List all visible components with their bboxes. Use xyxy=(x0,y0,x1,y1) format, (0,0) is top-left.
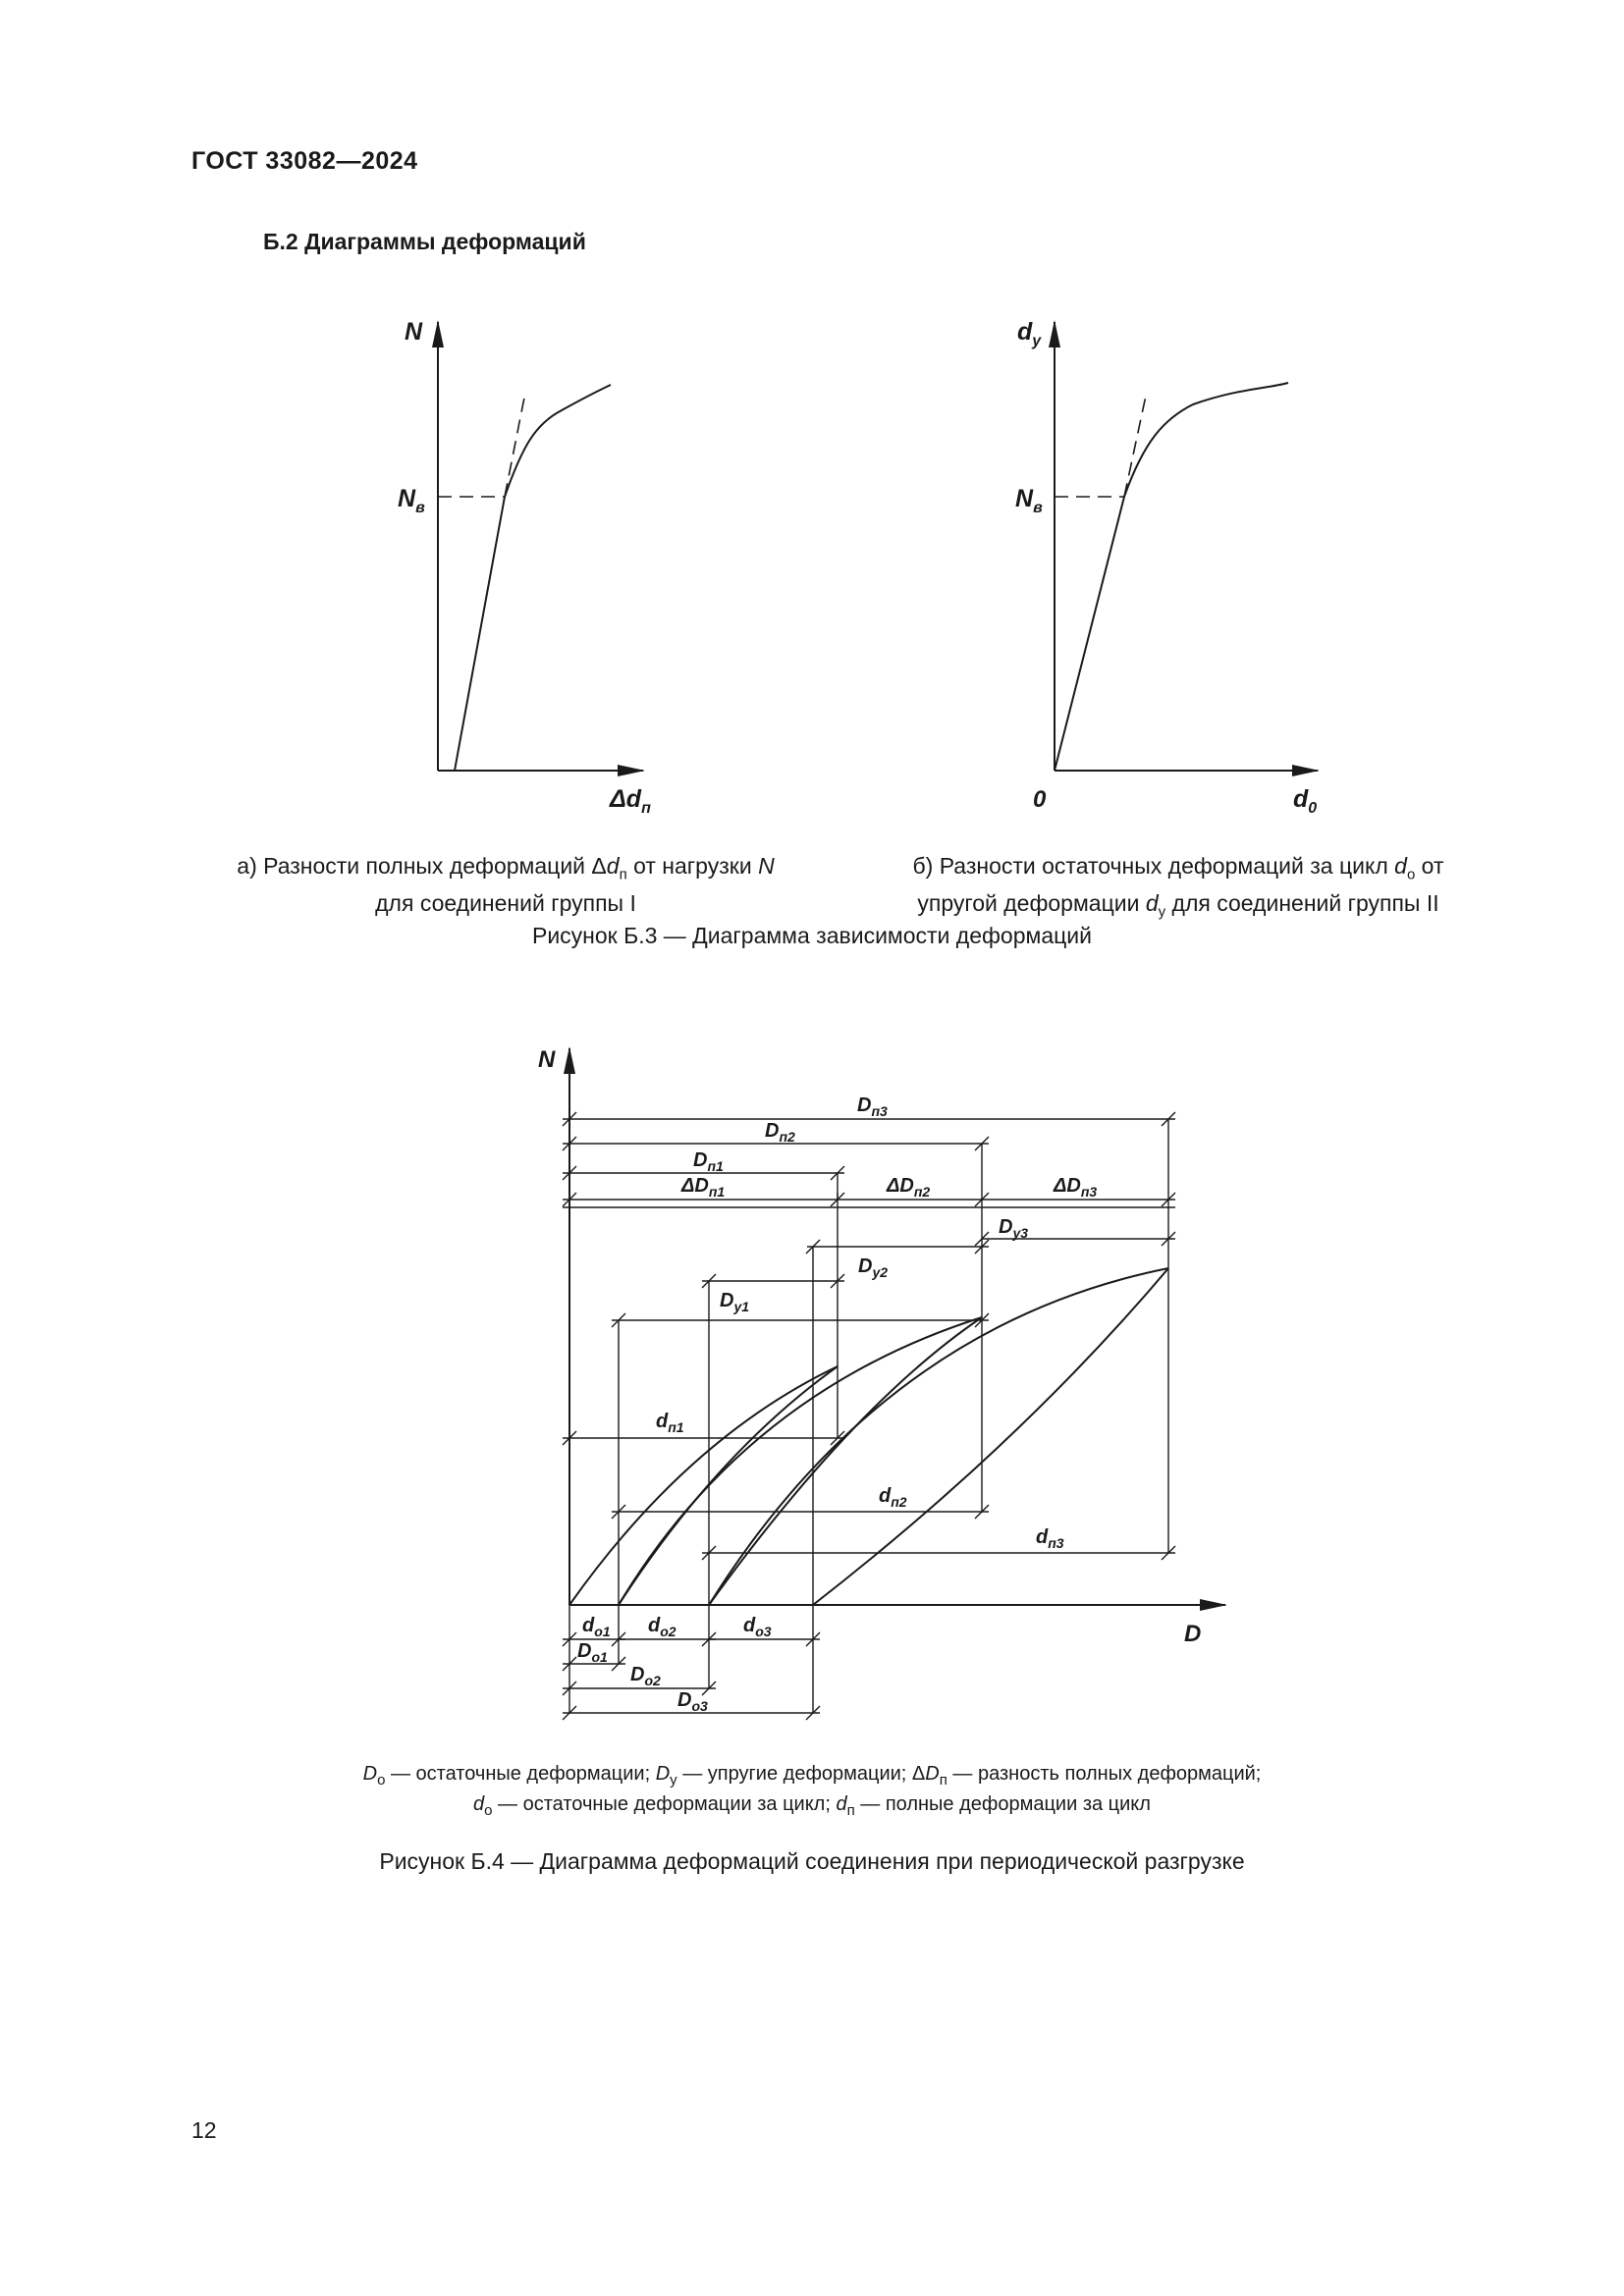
label-Do1: $D_{о1}$ xyxy=(577,1640,608,1665)
b3a-caption xyxy=(211,852,800,918)
label-Dy1: $D_{у1}$ xyxy=(720,1290,750,1314)
figure-b3a-diagram xyxy=(398,318,651,817)
figure-b3-title: Рисунок Б.3 — Диаграмма зависимости деформаций xyxy=(531,923,1092,948)
label-Dp1: $D_{п1}$ xyxy=(693,1149,724,1174)
section-title: Б.2 Диаграммы деформаций xyxy=(263,229,586,254)
label-Dp3: $D_{п3}$ xyxy=(857,1095,888,1119)
label-dDp2: $\Delta D_{п2}$ xyxy=(887,1175,931,1200)
b3b-y-label: $d_у$ xyxy=(1017,318,1042,349)
legend-line1: $D_о$ — остаточные деформации; $D_у$ — упругие деформации; $\Delta D_п$ — разность полных деформаций; xyxy=(362,1763,1262,1789)
label-do3: $d_{о3}$ xyxy=(743,1615,772,1639)
b3b-nv-label: $N_в$ xyxy=(1015,485,1043,516)
label-Do3: $D_{о3}$ xyxy=(677,1689,708,1714)
label-dp1: $d_{п1}$ xyxy=(656,1411,684,1435)
b3b-tangent-dashed xyxy=(1124,396,1146,497)
b3b-x-label: $d_0$ xyxy=(1293,785,1318,817)
document-code: ГОСТ 33082—2024 xyxy=(191,147,418,175)
b3a-nv-label: $N_в$ xyxy=(398,485,425,516)
b4-loop2-load xyxy=(619,1317,982,1605)
b3a-y-label: N xyxy=(405,318,423,346)
figure-b4-diagram xyxy=(538,1046,1225,1720)
b3a-caption-line1: а) Разности полных деформаций $\Delta d_п$ от нагрузки N xyxy=(237,853,775,883)
b3a-tangent-dashed xyxy=(505,398,524,497)
b3a-x-label: $\Delta d_п$ xyxy=(610,785,651,817)
b3b-curve xyxy=(1055,383,1288,771)
b4-x-label: D xyxy=(1184,1621,1202,1647)
label-dp2: $d_{п2}$ xyxy=(879,1485,907,1510)
page-number: 12 xyxy=(191,2117,217,2143)
label-dp3: $d_{п3}$ xyxy=(1036,1526,1064,1551)
figure-b3b-diagram xyxy=(1015,318,1318,817)
label-dDp1: $\Delta D_{п1}$ xyxy=(681,1175,726,1200)
b3b-caption-line1: б) Разности остаточных деформаций за цикл $d_о$ от xyxy=(912,853,1444,883)
label-Dy2: $D_{у2}$ xyxy=(858,1255,889,1280)
legend-line2: $d_о$ — остаточные деформации за цикл; $d_п$ — полные деформации за цикл xyxy=(473,1793,1151,1819)
b3a-caption-line2: для соединений группы I xyxy=(375,889,636,916)
label-Do2: $D_{о2}$ xyxy=(630,1664,661,1688)
label-dDp3: $\Delta D_{п3}$ xyxy=(1054,1175,1098,1200)
label-do2: $d_{о2}$ xyxy=(648,1615,677,1639)
label-do1: $d_{о1}$ xyxy=(582,1615,611,1639)
b3b-caption-line2: упругой деформации $d_у$ для соединений группы II xyxy=(917,889,1439,921)
b3b-origin-label: 0 xyxy=(1033,786,1047,813)
figure-b4-legend xyxy=(272,1762,1352,1823)
b4-loop3-unload xyxy=(813,1268,1168,1605)
label-Dp2: $D_{п2}$ xyxy=(765,1120,795,1145)
b4-loop3-load xyxy=(709,1268,1168,1605)
b3a-load-curve xyxy=(455,385,611,771)
label-Dy3: $D_{у3}$ xyxy=(999,1216,1029,1241)
figure-b4-title: Рисунок Б.4 — Диаграмма деформаций соединения при периодической разгрузке xyxy=(379,1848,1245,1874)
b3b-caption xyxy=(874,852,1483,926)
b4-y-label: N xyxy=(538,1046,556,1073)
